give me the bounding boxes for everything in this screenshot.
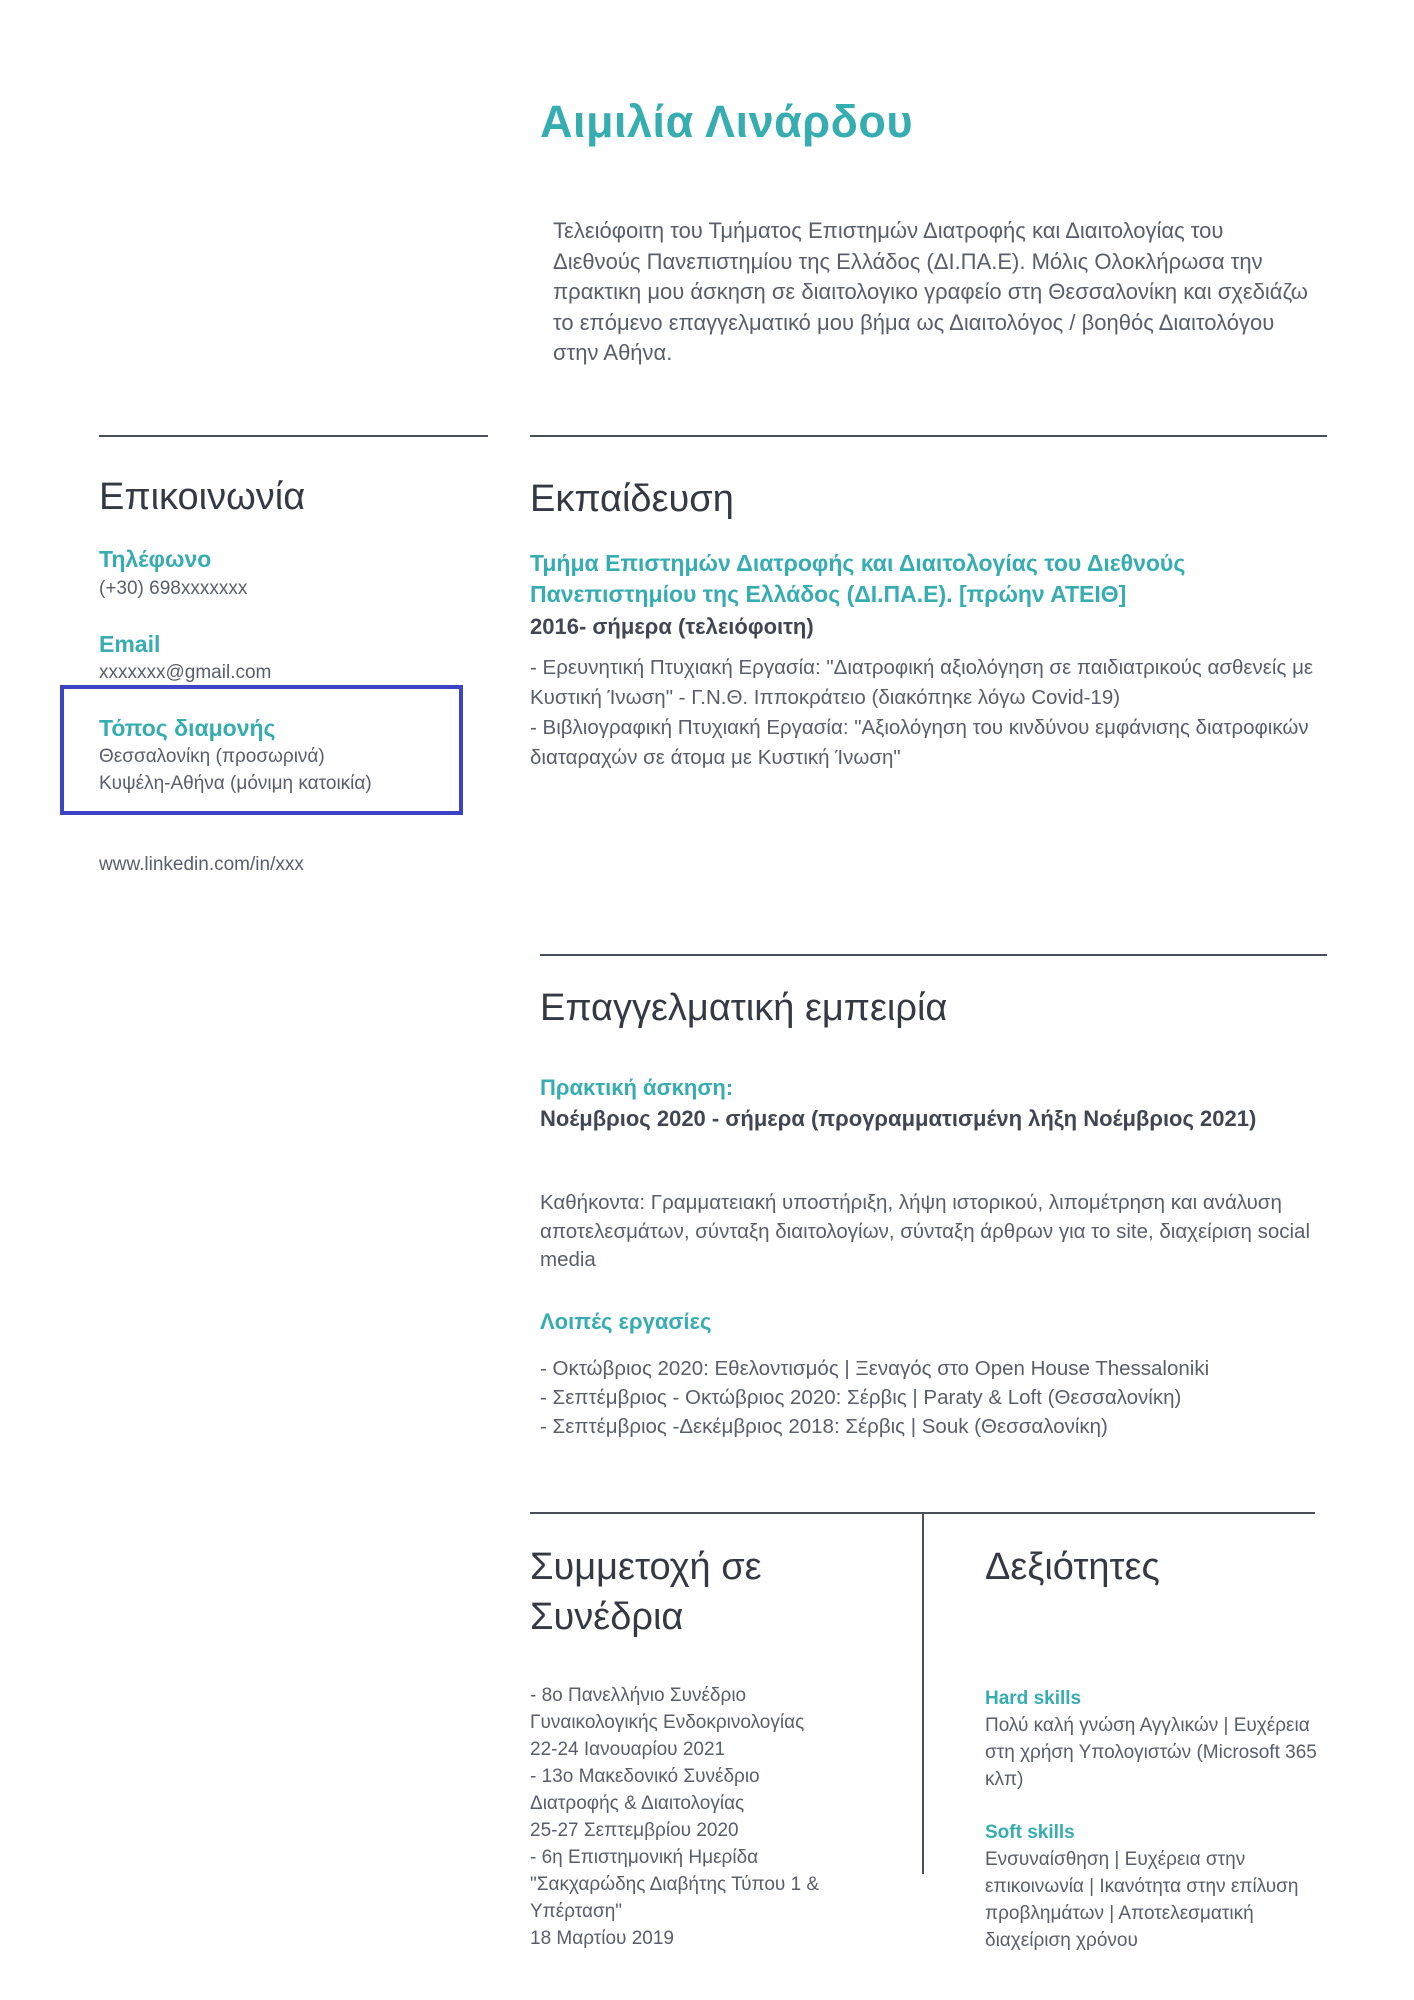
residence-permanent: Κυψέλη-Αθήνα (μόνιμη κατοικία) (99, 773, 372, 794)
conference-line: 18 Μαρτίου 2019 (530, 1928, 674, 1949)
email-value: xxxxxxx@gmail.com (99, 662, 272, 683)
conferences-heading: Συμμετοχή σε Συνέδρια (530, 1546, 762, 1638)
hard-skills-text: Πολύ καλή γνώση Αγγλικών | Ευχέρεια στη χρήση Υπολογιστών (Microsoft 365 κλπ) (985, 1715, 1317, 1790)
conference-line: 22-24 Ιανουαρίου 2021 (530, 1739, 726, 1760)
contact-heading: Επικοινωνία (99, 476, 306, 518)
job-item: - Οκτώβριος 2020: Εθελοντισμός | Ξεναγός στο Open House Thessaloniki (540, 1357, 1210, 1380)
other-jobs-label: Λοιπές εργασίες (540, 1309, 712, 1334)
education-dates: 2016- σήμερα (τελειόφοιτη) (530, 614, 814, 639)
soft-skills-label: Soft skills (985, 1822, 1075, 1843)
education-list (530, 653, 1330, 773)
experience-heading: Επαγγελματική εμπειρία (540, 987, 948, 1029)
conference-line: Γυναικολογικής Ενδοκρινολογίας (530, 1712, 805, 1733)
conference-line: Διατροφής & Διαιτολογίας (530, 1793, 745, 1814)
divider (540, 954, 1327, 956)
conference-line: Υπέρταση" (530, 1901, 623, 1922)
conference-line: - 13ο Μακεδονικό Συνέδριο (530, 1766, 760, 1787)
skills-heading: Δεξιότητες (985, 1546, 1160, 1588)
education-heading: Εκπαίδευση (530, 478, 734, 520)
conference-line: "Σακχαρώδης Διαβήτης Τύπου 1 & (530, 1874, 820, 1895)
profile-summary: Τελειόφοιτη του Τμήματος Επιστημών Διατροφής και Διαιτολογίας του Διεθνούς Πανεπιστημίου της Ελλάδος (ΔΙ.ΠΑ.Ε). Μόλις Ολοκλήρωσα την πρακτικη μου άσκηση σε διαιτολογικο γραφείο στη Θεσσαλονίκη και σχεδιάζω το επόμενο επαγγελματικό μου βήμα ως Διαιτολόγος / βοηθός Διαιτολόγου στην Αθήνα. (553, 218, 1308, 365)
column-divider (922, 1512, 924, 1874)
conference-line: 25-27 Σεπτεμβρίου 2020 (530, 1820, 739, 1841)
residence-label: Τόπος διαμονής (99, 715, 276, 741)
candidate-name: Αιμιλία Λινάρδου (540, 96, 914, 147)
education-item: - Ερευνητική Πτυχιακή Εργασία: "Διατροφική αξιολόγηση σε παιδιατρικούς ασθενείς με Κυστική Ίνωση" - Γ.Ν.Θ. Ιπποκράτειο (διακόπηκε λόγω Covid-19) (530, 656, 1314, 709)
phone-value: (+30) 698xxxxxxx (99, 578, 248, 599)
education-institution: Τμήμα Επιστημών Διατροφής και Διαιτολογίας του Διεθνούς Πανεπιστημίου της Ελλάδος (ΔΙ.ΠΑ.Ε). [πρώην ΑΤΕΙΘ] (530, 550, 1186, 607)
internship-label: Πρακτική άσκηση: (540, 1075, 734, 1100)
linkedin-link[interactable]: www.linkedin.com/in/xxx (99, 854, 304, 875)
soft-skills-text: Ενσυναίσθηση | Ευχέρεια στην επικοινωνία | Ικανότητα στην επίλυση προβλημάτων | Αποτελεσματική διαχείριση χρόνου (985, 1849, 1299, 1951)
internship-duties: Καθήκοντα: Γραμματειακή υποστήριξη, λήψη ιστορικού, λιπομέτρηση και ανάλυση αποτελεσμάτων, σύνταξη διαιτολογίων, σύνταξη άρθρων για το site, διαχείριση social media (540, 1191, 1311, 1271)
job-item: - Σεπτέμβριος - Οκτώβριος 2020: Σέρβις | Paraty & Loft (Θεσσαλονίκη) (540, 1386, 1182, 1409)
other-jobs-list (540, 1354, 1330, 1441)
conference-line: - 8ο Πανελλήνιο Συνέδριο (530, 1685, 747, 1706)
internship-dates: Νοέμβριος 2020 - σήμερα (προγραμματισμένη λήξη Νοέμβριος 2021) (540, 1106, 1257, 1131)
conferences-list (530, 1682, 910, 1952)
job-item: - Σεπτέμβριος -Δεκέμβριος 2018: Σέρβις | Souk (Θεσσαλονίκη) (540, 1415, 1108, 1438)
divider (99, 435, 488, 437)
phone-label: Τηλέφωνο (99, 546, 212, 572)
divider (530, 435, 1327, 437)
email-label: Email (99, 631, 161, 657)
hard-skills-label: Hard skills (985, 1688, 1082, 1709)
education-item: - Βιβλιογραφική Πτυχιακή Εργασία: "Αξιολόγηση του κινδύνου εμφάνισης διατροφικών διαταραχών σε άτομα με Κυστική Ίνωση" (530, 716, 1309, 769)
residence-temporary: Θεσσαλονίκη (προσωρινά) (99, 746, 325, 767)
conference-line: - 6η Επιστημονική Ημερίδα (530, 1847, 759, 1868)
